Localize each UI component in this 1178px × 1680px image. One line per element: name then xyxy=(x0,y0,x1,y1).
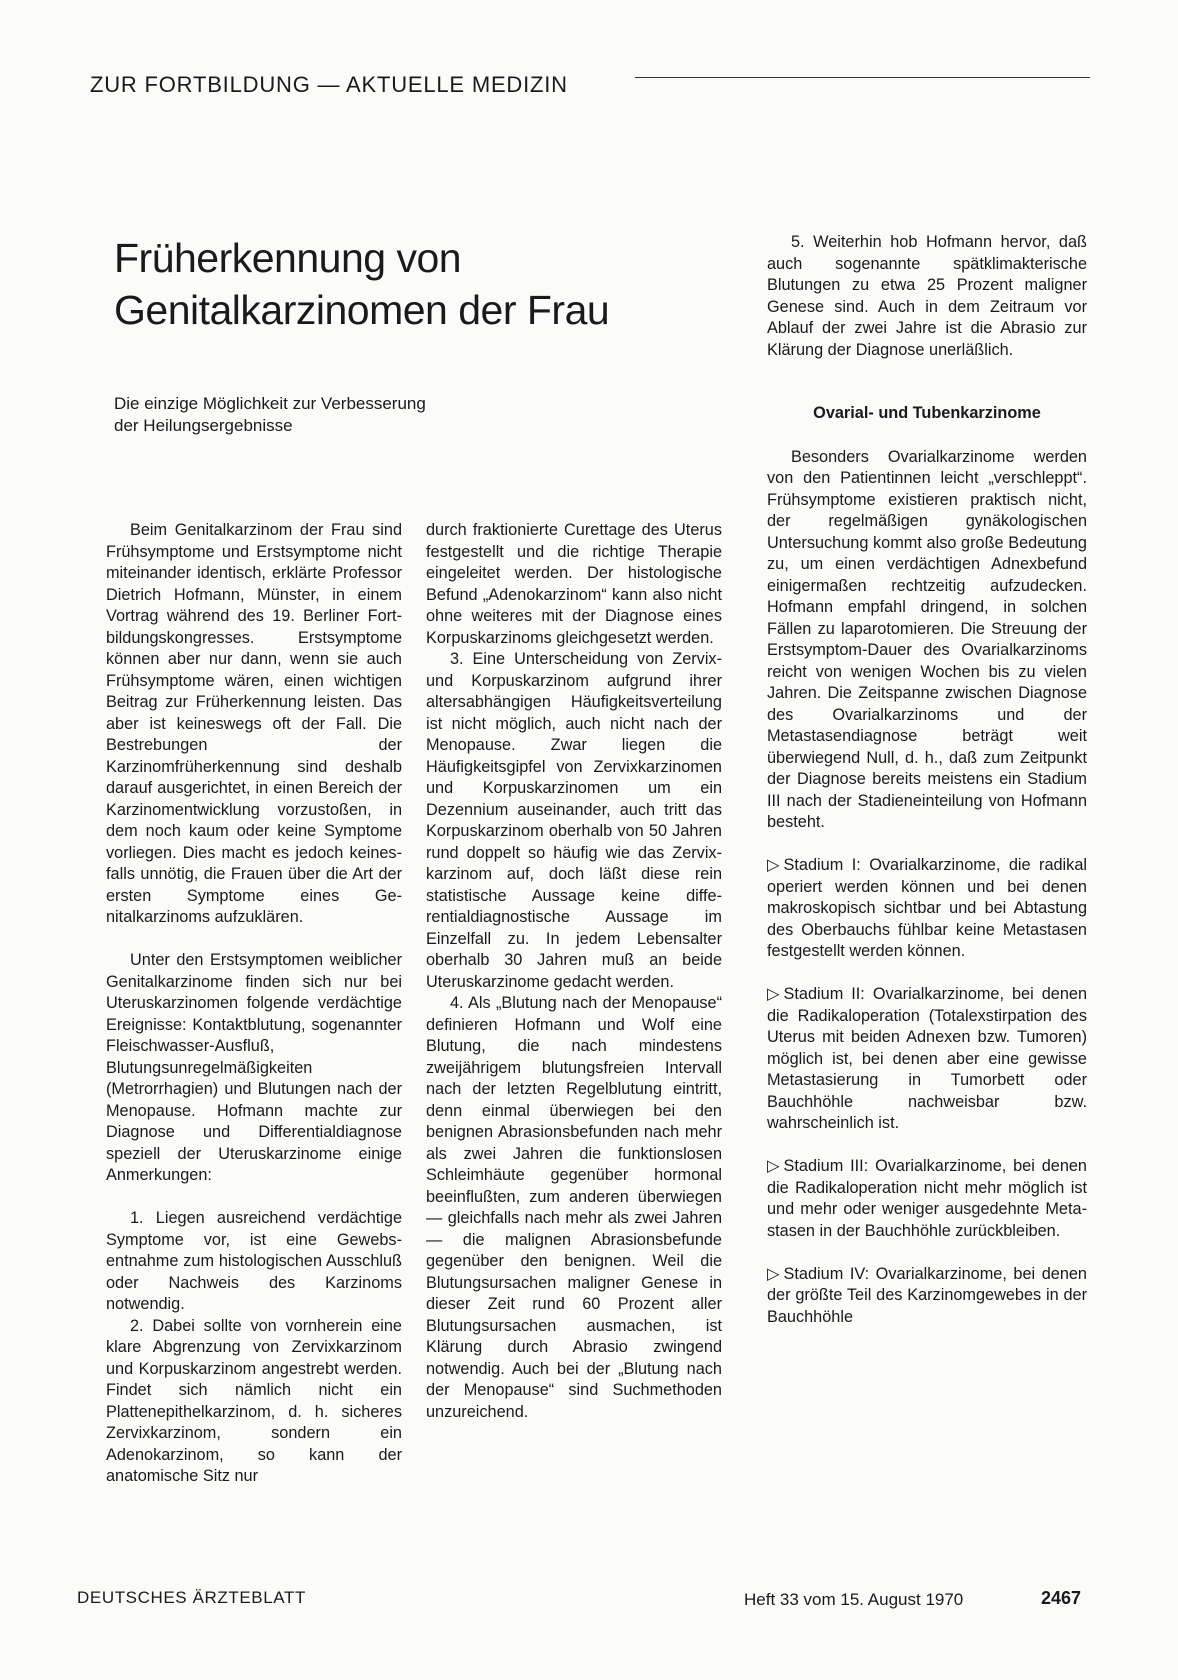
numbered-point-3: 3. Eine Unterscheidung von Zervix- und Korpuskarzinom aufgrund ihrer altersabhängigen Häufigkeitsverteilung ist nicht möglich, auch nicht nach der Menopause. Zwar liegen die Häufigkeitsgipfel von Zervixkarzinomen und Korpuskarzinomen um ein Dezennium auseinander, auch tritt das Korpuskarzinom oberhalb von 50 Jahren rund doppelt so häufig wie das Zervixkarzinom auf, doch läßt diese rein statistische Aussage keine differentialdiagnostische Aussage im Einzelfall zu. In jedem Lebensalter oberhalb 30 Jahren muß an beide Uteruskarzinome gedacht werden. xyxy=(426,650,722,991)
stage-1-text: Stadium I: Ovarialkarzinome, die radikal operiert werden können und bei denen makroskopisch sichtbar und bei Abtastung des Oberbauchs fühlbar keine Metastasen festgestellt werden können. xyxy=(767,856,1087,960)
triangle-bullet-icon: ▷ xyxy=(767,1264,780,1283)
paragraph: Beim Genitalkarzinom der Frau sind Frühsymptome und Erstsymptome nicht miteinander identisch, erklärte Professor Dietrich Hofmann, Münster, in einem Vortrag während des 19. Berliner Fortbildungskongresses. Erstsymptome können aber nur dann, wenn sie auch Frühsymptome wären, einen wichtigen Beitrag zur Früherkennung leisten. Das aber ist keineswegs oft der Fall. Die Bestrebungen der Karzinomfrüherkennung sind deshalb darauf ausgerichtet, in einen Bereich der Karzinomentwicklung vorzustoßen, in dem noch kaum oder keine Symptome vorliegen. Dies macht es jedoch keinesfalls unnötig, die Frauen über die Art der ersten Symptome eines Genitalkarzinoms aufzuklären. xyxy=(106,521,402,926)
stage-4-item xyxy=(767,1264,1087,1329)
text-column-2 xyxy=(426,520,722,1423)
article-title xyxy=(114,232,674,336)
article-subtitle xyxy=(114,393,534,437)
numbered-point-4: 4. Als „Blutung nach der Menopause“ definieren Hofmann und Wolf eine Blutung, die nach mindestens zweijährigem blutungsfreien Intervall nach der letzten Regelblutung eintritt, denn einmal überwiegen bei den benignen Abrasionsbefunden nach mehr als zwei Jahren die funktionslosen Schleimhäute gegenüber hormonal beeinflußten, zum anderen überwiegen — gleichfalls nach mehr als zwei Jahren — die malignen Abrasionsbefunde gegenüber den benignen. Weil die Blutungsursachen maligner Genese in dieser Zeit rund 60 Prozent aller Blutungsursachen ausmachen, ist Klärung durch Abrasio zwingend notwendig. Auch bei der „Blutung nach der Menopause“ sind Suchmethoden unzureichend. xyxy=(426,994,722,1421)
stage-1-item xyxy=(767,855,1087,963)
section-label: ZUR FORTBILDUNG — AKTUELLE MEDIZIN xyxy=(90,72,568,97)
numbered-point-2: 2. Dabei sollte von vornherein eine klare Abgrenzung von Zervixkarzinom und Korpuskarzinom angestrebt werden. Findet sich nämlich nicht ein Plattenepithelkarzinom, d. h. sicheres Zervixkarzinom, sondern ein Adenokarzinom, so kann der anatomische Sitz nur xyxy=(106,1316,402,1485)
triangle-bullet-icon: ▷ xyxy=(767,985,780,1003)
stage-3-item xyxy=(767,1156,1087,1242)
triangle-bullet-icon: ▷ xyxy=(767,856,780,874)
stage-2-text: Stadium II: Ovarialkarzinome, bei denen die Radikaloperation (Totalexstirpation des Uterus mit beiden Adnexen bzw. Tumoren) möglich ist, bei denen aber eine gewisse Metastasierung in Tumorbett oder Bauchhöhle nachweisbar bzw. wahrscheinlich ist. xyxy=(767,985,1087,1132)
text-column-1 xyxy=(106,520,402,1488)
stage-2-item xyxy=(767,984,1087,1135)
section-heading: Ovarial- und Tubenkarzinome xyxy=(813,404,1041,422)
title-line-1: Früherkennung von xyxy=(114,235,462,281)
triangle-bullet-icon: ▷ xyxy=(767,1157,780,1175)
subtitle-line-2: der Heilungsergebnisse xyxy=(114,416,293,435)
journal-name: DEUTSCHES ÄRZTEBLATT xyxy=(77,1588,306,1607)
stage-3-text: Stadium III: Ovarialkarzinome, bei denen die Radikaloperation nicht mehr möglich ist und mehr oder weniger ausgedehnte Metastasen in der Bauchhöhle zurückbleiben. xyxy=(767,1157,1087,1240)
stage-4-text: Stadium IV: Ovarialkarzinome, bei denen der größte Teil des Karzinomgewebes in der Bauchhöhle xyxy=(767,1264,1087,1326)
running-header xyxy=(90,72,1090,112)
title-line-2: Genitalkarzinomen der Frau xyxy=(114,287,610,333)
subtitle-line-1: Die einzige Möglichkeit zur Verbesserung xyxy=(114,394,426,413)
numbered-point-1: 1. Liegen ausreichend verdächtige Symptome vor, ist eine Gewebsentnahme zum histologischen Ausschluß oder Nachweis des Karzinoms notwendig. xyxy=(106,1209,402,1313)
text-column-3 xyxy=(767,232,1087,1328)
paragraph: durch fraktionierte Curettage des Uterus festgestellt und die richtige Therapie eingeleitet werden. Der histologische Befund „Adenokarzinom“ kann also nicht ohne weiteres mit der Diagnose eines Korpuskarzinoms gleichgesetzt werden. xyxy=(426,521,722,647)
numbered-point-5: 5. Weiterhin hob Hofmann hervor, daß auch sogenannte spätklimakterische Blutungen zu etwa 25 Prozent maligner Genese sind. Auch in dem Zeitraum vor Ablauf der zwei Jahre ist die Abrasio zur Klärung der Diagnose unerläßlich. xyxy=(767,233,1087,359)
header-rule xyxy=(635,77,1090,78)
issue-info: Heft 33 vom 15. August 1970 xyxy=(744,1590,964,1609)
paragraph: Besonders Ovarialkarzinome werden von den Patientinnen leicht „verschleppt“. Frühsymptome existieren praktisch nicht, der regelmäßigen gynäkologischen Untersuchung kommt also große Bedeutung zu, um einen verdächtigen Adnexbefund einigermaßen rechtzeitig aufzudecken. Hofmann empfahl dringend, in solchen Fällen zu laparotomieren. Die Streuung der Erstsymptom-Dauer des Ovarialkarzinoms reicht von wenigen Wochen bis zu vielen Jahren. Die Zeitspanne zwischen Diagnose des Ovarialkarzinoms und der Metastasendiagnose beträgt weit überwiegend Null, d. h., daß zum Zeitpunkt der Diagnose bereits meistens ein Stadium III nach der Stadieneinteilung von Hofmann besteht. xyxy=(767,447,1087,831)
page-number: 2467 xyxy=(1041,1588,1082,1608)
paragraph: Unter den Erstsymptomen weiblicher Genitalkarzinome finden sich nur bei Uteruskarzinomen folgende verdächtige Ereignisse: Kontaktblutung, sogenannter Fleischwasser-Ausfluß, Blutungsunregelmäßigkeiten (Metrorrhagien) und Blutungen nach der Menopause. Hofmann machte zur Diagnose und Differentialdiagnose speziell der Uteruskarzinome einige Anmerkungen: xyxy=(106,951,402,1184)
